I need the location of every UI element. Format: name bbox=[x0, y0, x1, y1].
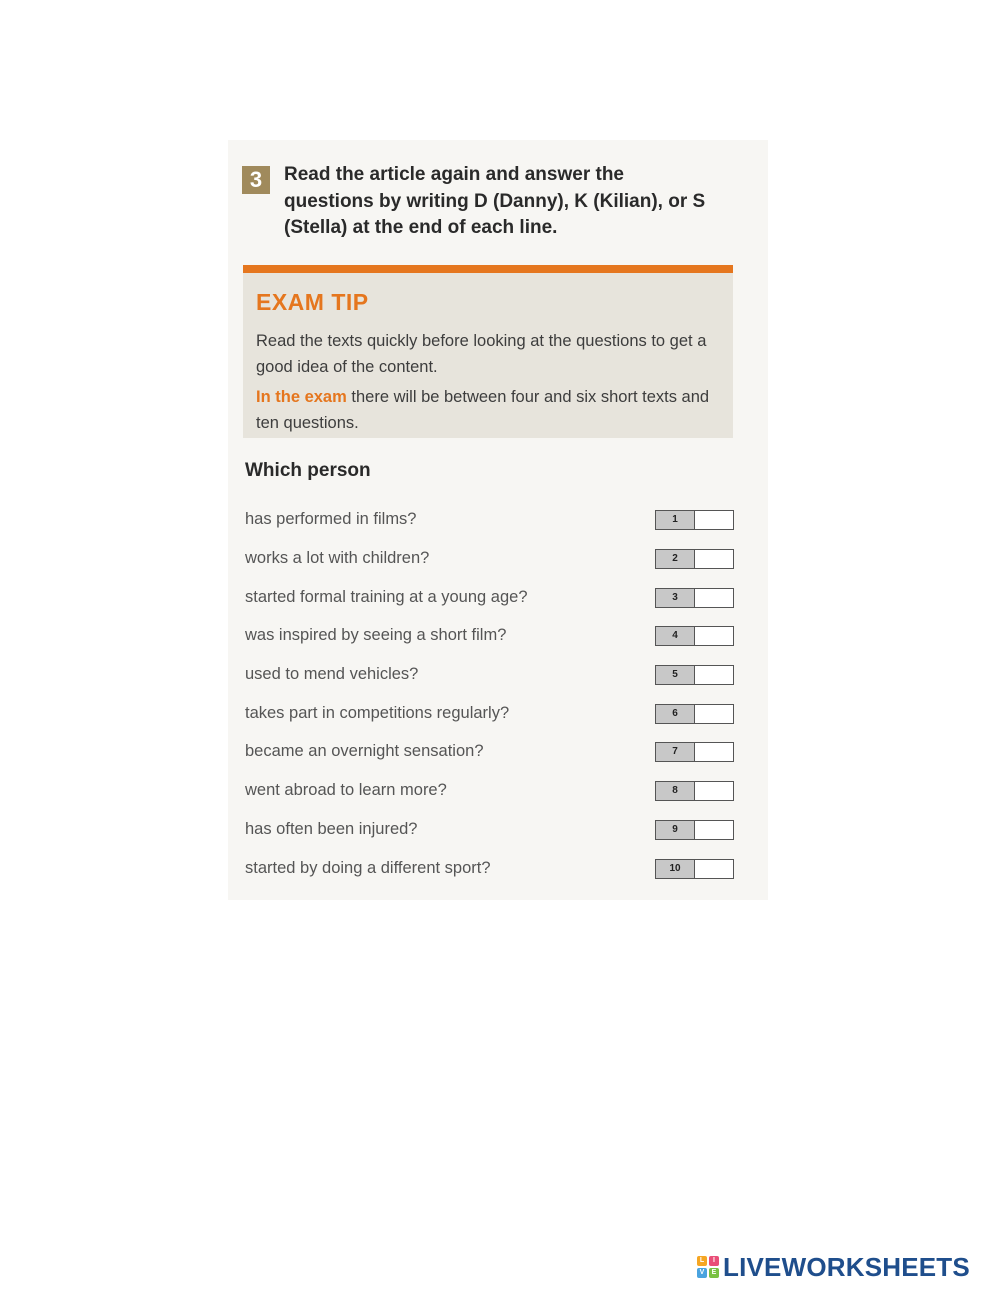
liveworksheets-logo bbox=[697, 1252, 970, 1282]
question-number-label: 8 bbox=[655, 781, 695, 801]
question-number-label: 6 bbox=[655, 704, 695, 724]
answer-input[interactable] bbox=[694, 549, 734, 569]
question-number-label: 5 bbox=[655, 665, 695, 685]
question-number-label: 9 bbox=[655, 820, 695, 840]
question-row bbox=[245, 818, 737, 844]
question-row bbox=[245, 740, 737, 766]
logo-letter: V bbox=[697, 1268, 707, 1278]
question-text: started by doing a different sport? bbox=[245, 859, 491, 877]
question-text: takes part in competitions regularly? bbox=[245, 704, 510, 722]
question-text: started formal training at a young age? bbox=[245, 588, 528, 606]
exam-tip-paragraph-1: Read the texts quickly before looking at the questions to get a good idea of the content. bbox=[256, 332, 707, 376]
exam-tip-box bbox=[243, 265, 733, 438]
questions-heading: Which person bbox=[245, 460, 371, 481]
answer-input[interactable] bbox=[694, 859, 734, 879]
exam-tip-paragraph-2-rest: there will be between four and six short texts and ten questions. bbox=[256, 388, 710, 432]
question-row bbox=[245, 586, 737, 612]
question-text: works a lot with children? bbox=[245, 549, 430, 567]
answer-input[interactable] bbox=[694, 588, 734, 608]
question-row bbox=[245, 508, 737, 534]
answer-input[interactable] bbox=[694, 626, 734, 646]
question-number-label: 2 bbox=[655, 549, 695, 569]
answer-input[interactable] bbox=[694, 510, 734, 530]
logo-letter: I bbox=[709, 1256, 719, 1266]
answer-input[interactable] bbox=[694, 704, 734, 724]
answer-input[interactable] bbox=[694, 820, 734, 840]
answer-input[interactable] bbox=[694, 742, 734, 762]
question-row bbox=[245, 663, 737, 689]
logo-letter: E bbox=[709, 1268, 719, 1278]
answer-input[interactable] bbox=[694, 781, 734, 801]
exam-tip-paragraph-2 bbox=[256, 384, 726, 436]
question-text: used to mend vehicles? bbox=[245, 665, 419, 683]
question-row bbox=[245, 779, 737, 805]
answer-input[interactable] bbox=[694, 665, 734, 685]
logo-letter: L bbox=[697, 1256, 707, 1266]
question-number-label: 7 bbox=[655, 742, 695, 762]
instruction-text: Read the article again and answer the questions by writing D (Danny), K (Kilian), or S (Stella) at the end of each line. bbox=[284, 164, 706, 238]
question-row bbox=[245, 857, 737, 883]
question-text: was inspired by seeing a short film? bbox=[245, 626, 507, 644]
exam-tip-highlight: In the exam bbox=[256, 388, 347, 406]
question-text: has often been injured? bbox=[245, 820, 418, 838]
question-text: became an overnight sensation? bbox=[245, 742, 484, 760]
question-number-label: 3 bbox=[655, 588, 695, 608]
question-text: has performed in films? bbox=[245, 510, 417, 528]
exam-tip-heading: EXAM TIP bbox=[256, 289, 369, 315]
exercise-number: 3 bbox=[242, 166, 270, 194]
logo-mark-icon bbox=[697, 1256, 719, 1278]
question-row bbox=[245, 624, 737, 650]
question-row bbox=[245, 547, 737, 573]
question-number-label: 10 bbox=[655, 859, 695, 879]
question-number-label: 4 bbox=[655, 626, 695, 646]
question-text: went abroad to learn more? bbox=[245, 781, 447, 799]
question-row bbox=[245, 702, 737, 728]
question-number-label: 1 bbox=[655, 510, 695, 530]
logo-text: LIVEWORKSHEETS bbox=[723, 1251, 970, 1282]
